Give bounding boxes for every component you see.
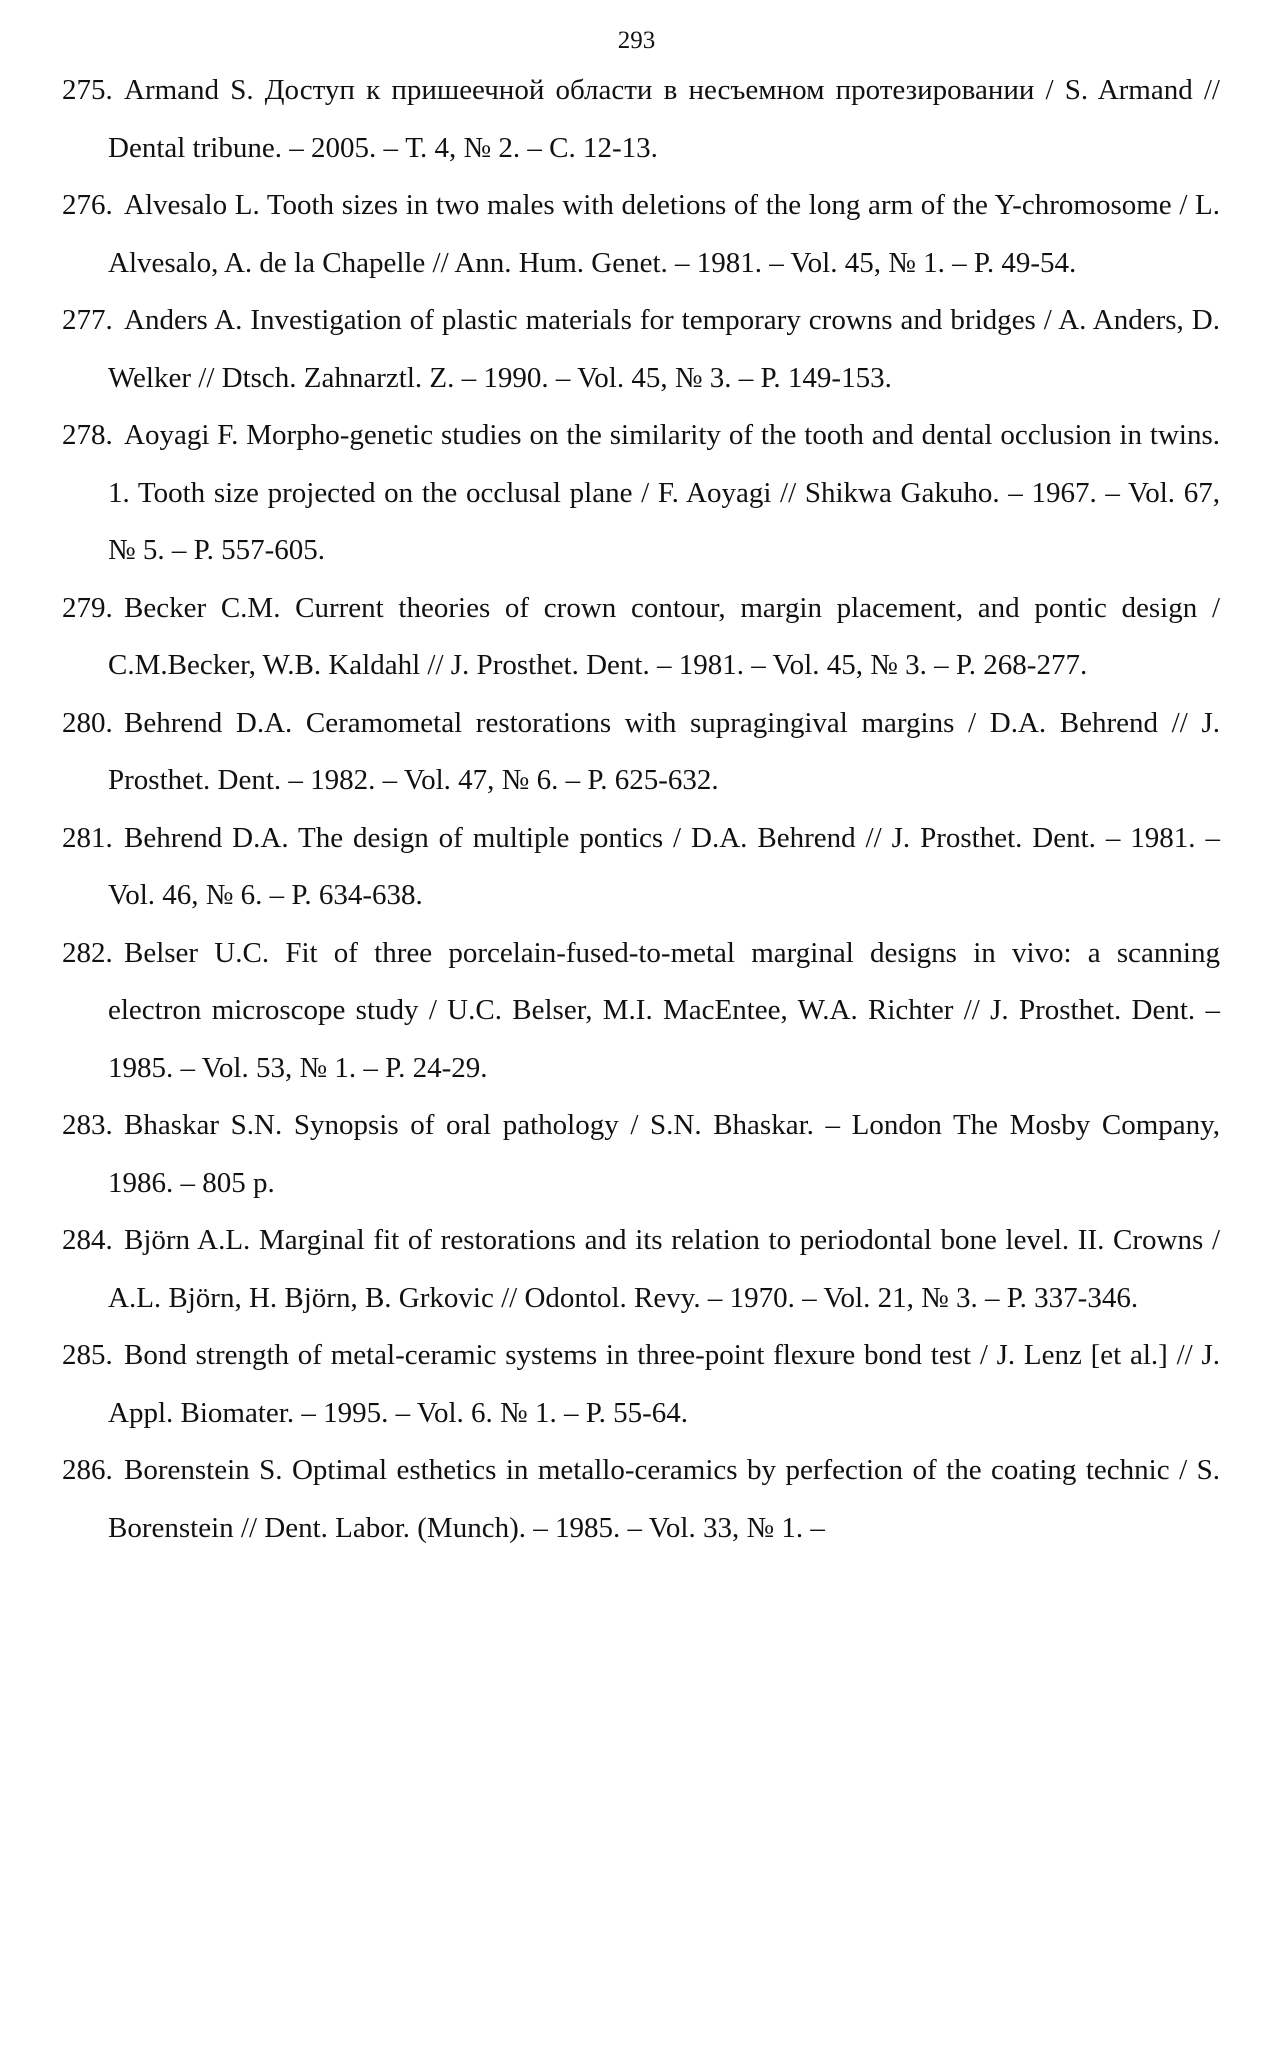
reference-item <box>62 177 1220 292</box>
reference-number: 278. <box>62 419 113 451</box>
reference-item <box>62 925 1220 1098</box>
reference-number: 280. <box>62 706 113 739</box>
reference-number: 284. <box>62 1224 113 1256</box>
reference-text: Belser U.C. Fit of three porcelain-fused-to-metal marginal designs in vivo: a scanning electron microscope study / U.C. Belser, M.I. MacEntee, W.A. Richter // J. Prosthet. Dent. – 1985. – Vol. 53, № 1. – P. 24-29. <box>108 936 1220 1084</box>
reference-item <box>62 62 1220 177</box>
reference-number: 282. <box>62 936 113 969</box>
reference-text: Borenstein S. Optimal esthetics in metallo-ceramics by perfection of the coating technic / S. Borenstein // Dent. Labor. (Munch). – 1985. – Vol. 33, № 1. – <box>108 1454 1220 1544</box>
reference-item <box>62 695 1220 810</box>
reference-text: Becker C.M. Current theories of crown contour, margin placement, and pontic design / C.M.Becker, W.B. Kaldahl // J. Prosthet. Dent. – 1981. – Vol. 45, № 3. – P. 268-277. <box>108 591 1220 681</box>
reference-item <box>62 1327 1220 1442</box>
reference-number: 279. <box>62 591 113 624</box>
reference-text: Alvesalo L. Tooth sizes in two males with deletions of the long arm of the Y-chromosome / L. Alvesalo, A. de la Chapelle // Ann. Hum. Genet. – 1981. – Vol. 45, № 1. – P. 49-54. <box>108 189 1220 279</box>
reference-item <box>62 580 1220 695</box>
reference-item <box>62 407 1220 580</box>
reference-item <box>62 292 1220 407</box>
reference-text: Björn A.L. Marginal fit of restorations and its relation to periodontal bone level. II. Crowns / A.L. Björn, H. Björn, B. Grkovic // Odontol. Revy. – 1970. – Vol. 21, № 3. – P. 337-346. <box>108 1224 1220 1314</box>
reference-text: Bond strength of metal-ceramic systems in three-point flexure bond test / J. Lenz [et al.] // J. Appl. Biomater. – 1995. – Vol. 6. № 1. – P. 55-64. <box>108 1339 1220 1429</box>
page-number: 293 <box>617 27 656 54</box>
reference-item <box>62 1442 1220 1557</box>
reference-text: Anders A. Investigation of plastic materials for temporary crowns and bridges / A. Anders, D. Welker // Dtsch. Zahnarztl. Z. – 1990. – Vol. 45, № 3. – P. 149-153. <box>108 304 1220 394</box>
reference-number: 281. <box>62 821 113 854</box>
reference-item <box>62 1212 1220 1327</box>
reference-text: Bhaskar S.N. Synopsis of oral pathology / S.N. Bhaskar. – London The Mosby Company, 1986. – 805 p. <box>108 1109 1220 1199</box>
reference-text: Behrend D.A. The design of multiple pontics / D.A. Behrend // J. Prosthet. Dent. – 1981. – Vol. 46, № 6. – P. 634-638. <box>108 821 1220 911</box>
reference-text: Aoyagi F. Morpho-genetic studies on the similarity of the tooth and dental occlusion in twins. 1. Tooth size projected on the occlusal plane / F. Aoyagi // Shikwa Gakuho. – 1967. – Vol. 67, № 5. – P. 557-605. <box>108 419 1220 566</box>
reference-list <box>62 62 1220 1557</box>
reference-item <box>62 810 1220 925</box>
reference-number: 285. <box>62 1339 113 1371</box>
reference-number: 286. <box>62 1454 113 1486</box>
reference-number: 276. <box>62 189 113 221</box>
reference-text: Armand S. Доступ к пришеечной области в несъемном протезировании / S. Armand // Dental tribune. – 2005. – Т. 4, № 2. – С. 12-13. <box>108 74 1220 164</box>
reference-number: 283. <box>62 1109 113 1141</box>
reference-item <box>62 1097 1220 1212</box>
reference-number: 277. <box>62 304 113 336</box>
reference-number: 275. <box>62 74 113 106</box>
reference-text: Behrend D.A. Ceramometal restorations with supragingival margins / D.A. Behrend // J. Prosthet. Dent. – 1982. – Vol. 47, № 6. – P. 625-632. <box>108 706 1220 796</box>
